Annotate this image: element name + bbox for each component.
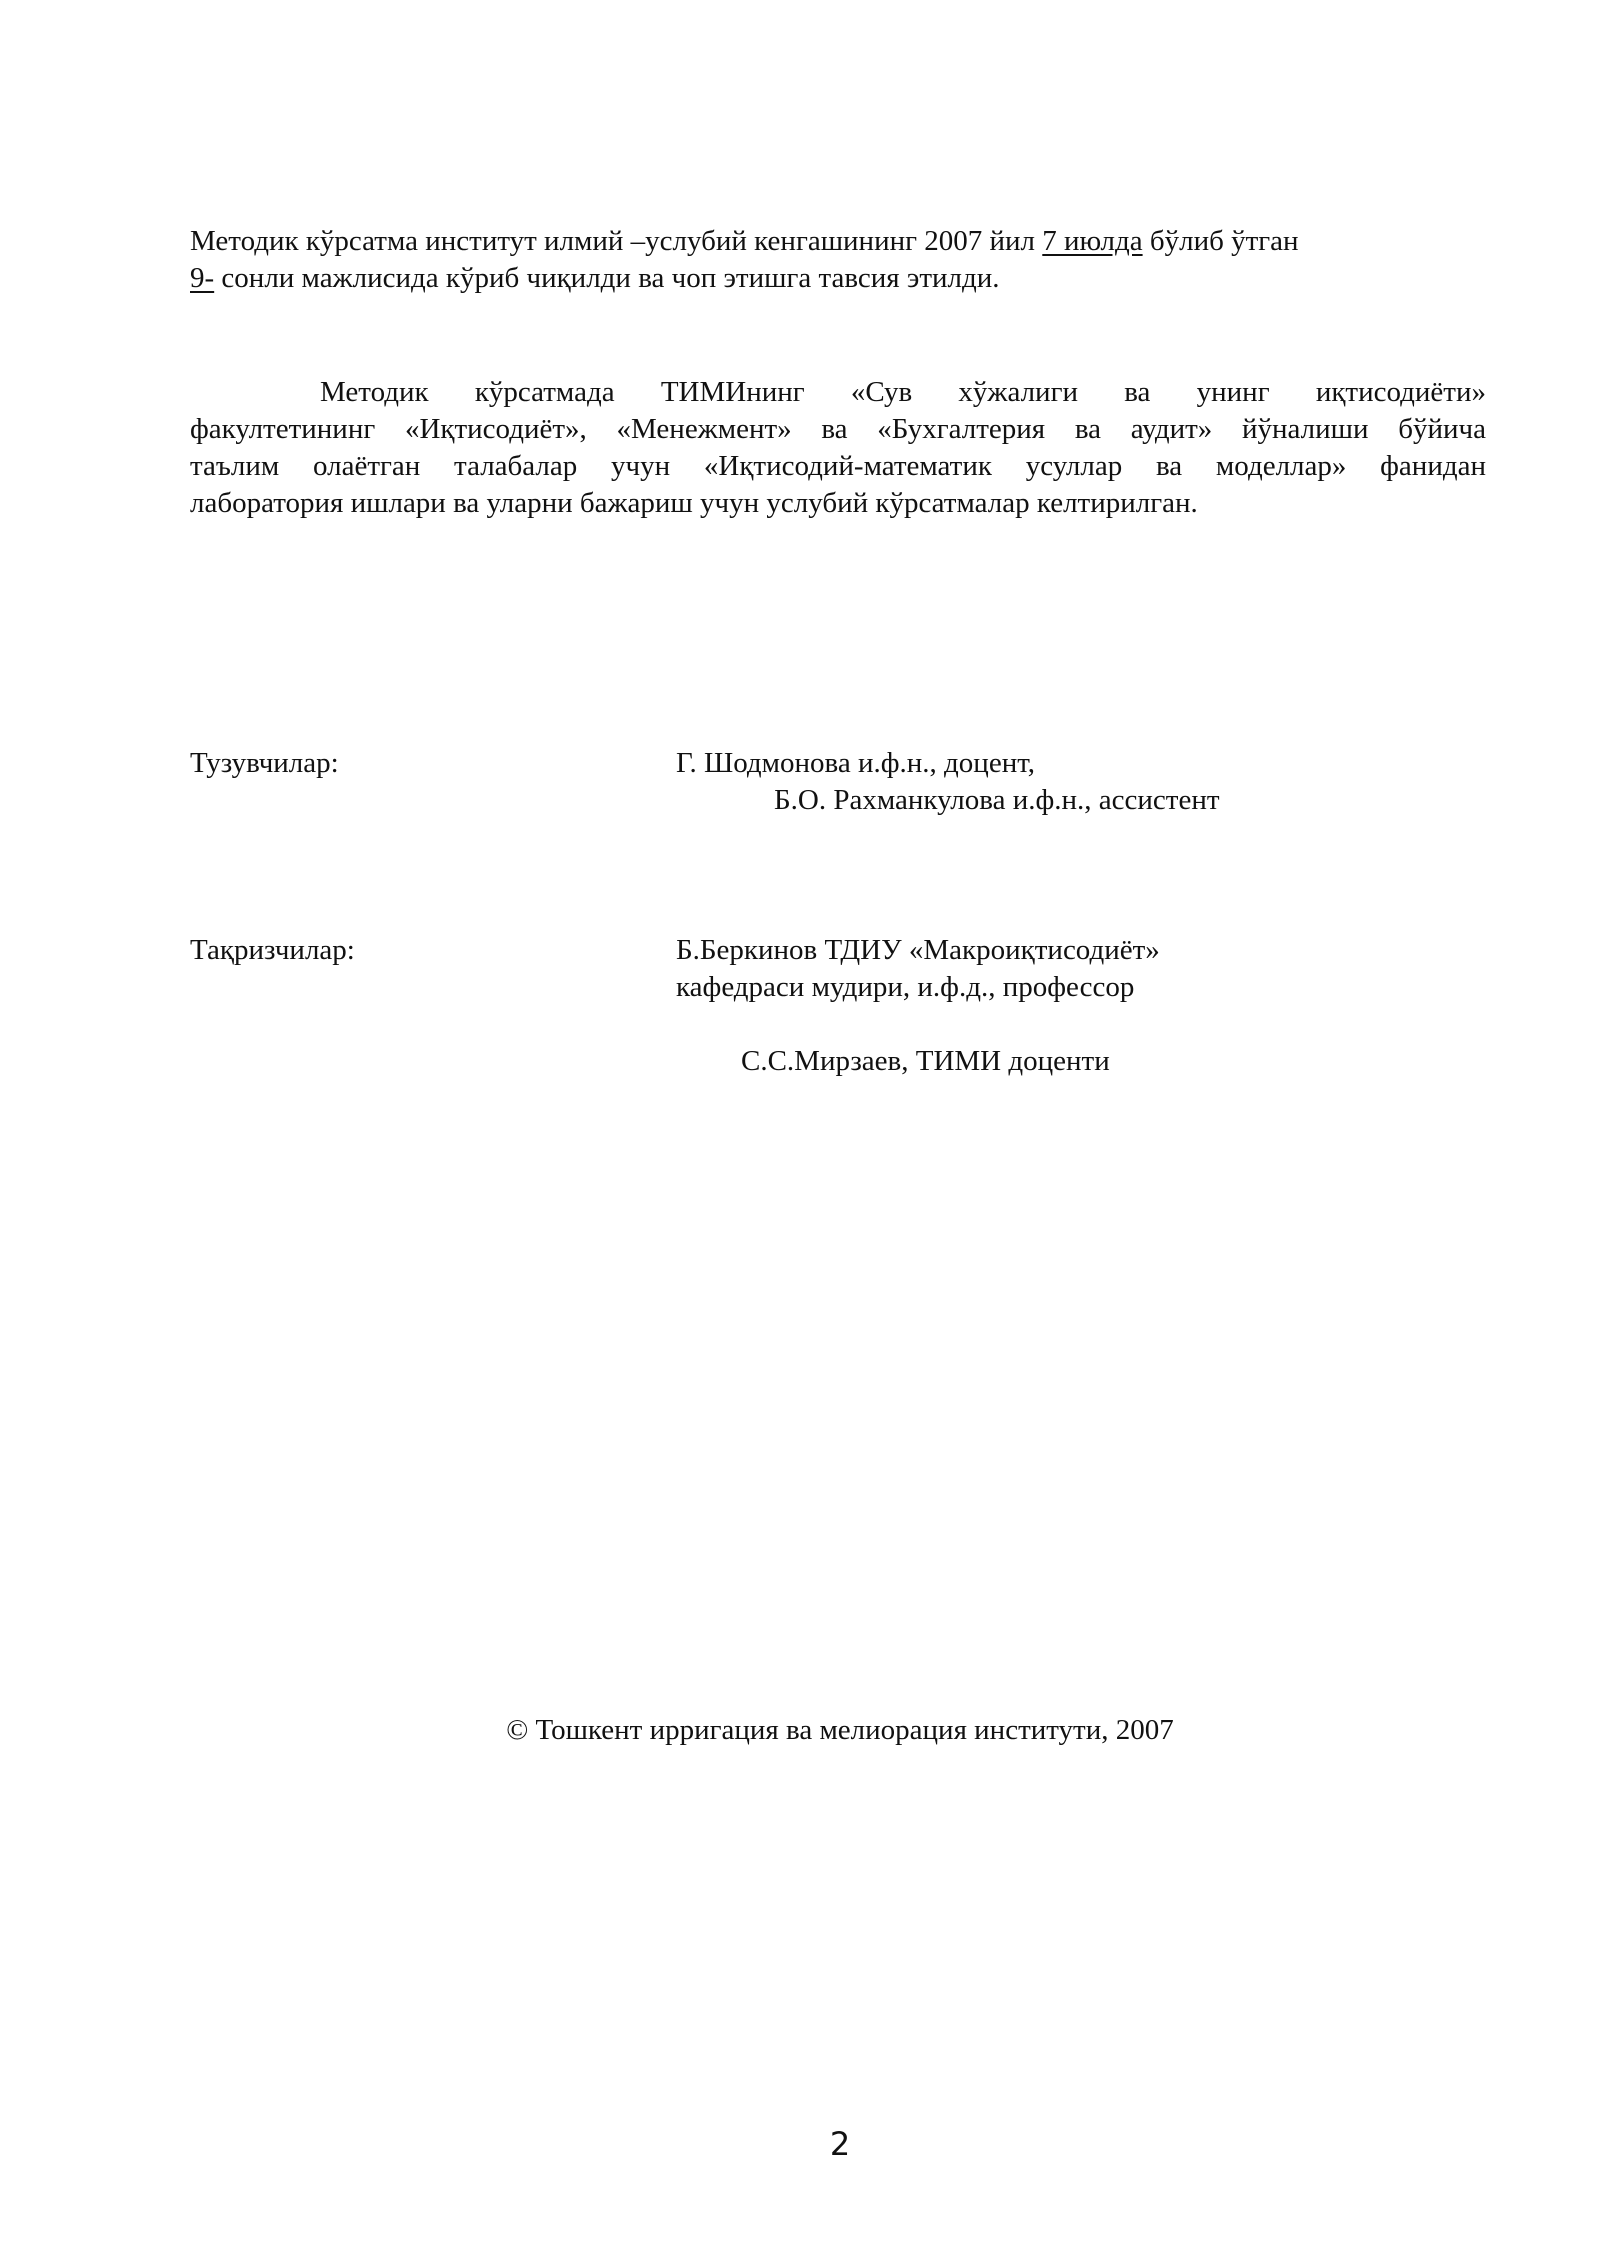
approval-note [190, 223, 1490, 297]
summary-line: таълим олаётган талабалар учун «Иқтисодий-математик усуллар ва моделлар» фанидан [190, 450, 1486, 482]
approval-line-1 [190, 223, 1490, 260]
reviewer-1-name: Б.Беркинов ТДИУ «Макроиқтисодиёт» [676, 934, 1160, 966]
reviewers-label: Тақризчилар: [190, 934, 355, 966]
reviewer-2-name: С.С.Мирзаев, ТИМИ доценти [741, 1045, 1110, 1077]
summary-paragraph [190, 374, 1486, 522]
compiler-name: Г. Шодмонова и.ф.н., доцент, [676, 747, 1035, 779]
approval-text-start: Методик кўрсатма институт илмий –услубий кенгашининг 2007 йил [190, 225, 1043, 257]
approval-text-rest: сонли мажлисида кўриб чиқилди ва чоп этишга тавсия этилди. [214, 262, 1000, 294]
compilers-label: Тузувчилар: [190, 747, 339, 779]
compiler-name: Б.О. Рахманкулова и.ф.н., ассистент [774, 784, 1220, 816]
summary-line: факултетининг «Иқтисодиёт», «Менежмент» ва «Бухгалтерия ва аудит» йўналиши бўйича [190, 413, 1486, 445]
page-number: 2 [829, 2125, 851, 2163]
meeting-number: 9- [190, 262, 215, 294]
copyright-line: © Тошкент ирригация ва мелиорация институти, 2007 [506, 1714, 1174, 1746]
compilers-names [676, 745, 1220, 819]
reviewer-1-position: кафедраси мудири, и.ф.д., профессор [676, 971, 1135, 1003]
approval-line-2 [190, 260, 1490, 297]
approval-date: 7 июлда [1042, 225, 1143, 257]
summary-line: лаборатория ишлари ва уларни бажариш учун услубий кўрсатмалар келтирилган. [190, 487, 1198, 519]
reviewers-names [676, 932, 1160, 1080]
approval-text-end: бўлиб ўтган [1142, 225, 1299, 257]
summary-line: Методик кўрсатмада ТИМИнинг «Сув хўжалиги ва унинг иқтисодиёти» [320, 376, 1486, 408]
